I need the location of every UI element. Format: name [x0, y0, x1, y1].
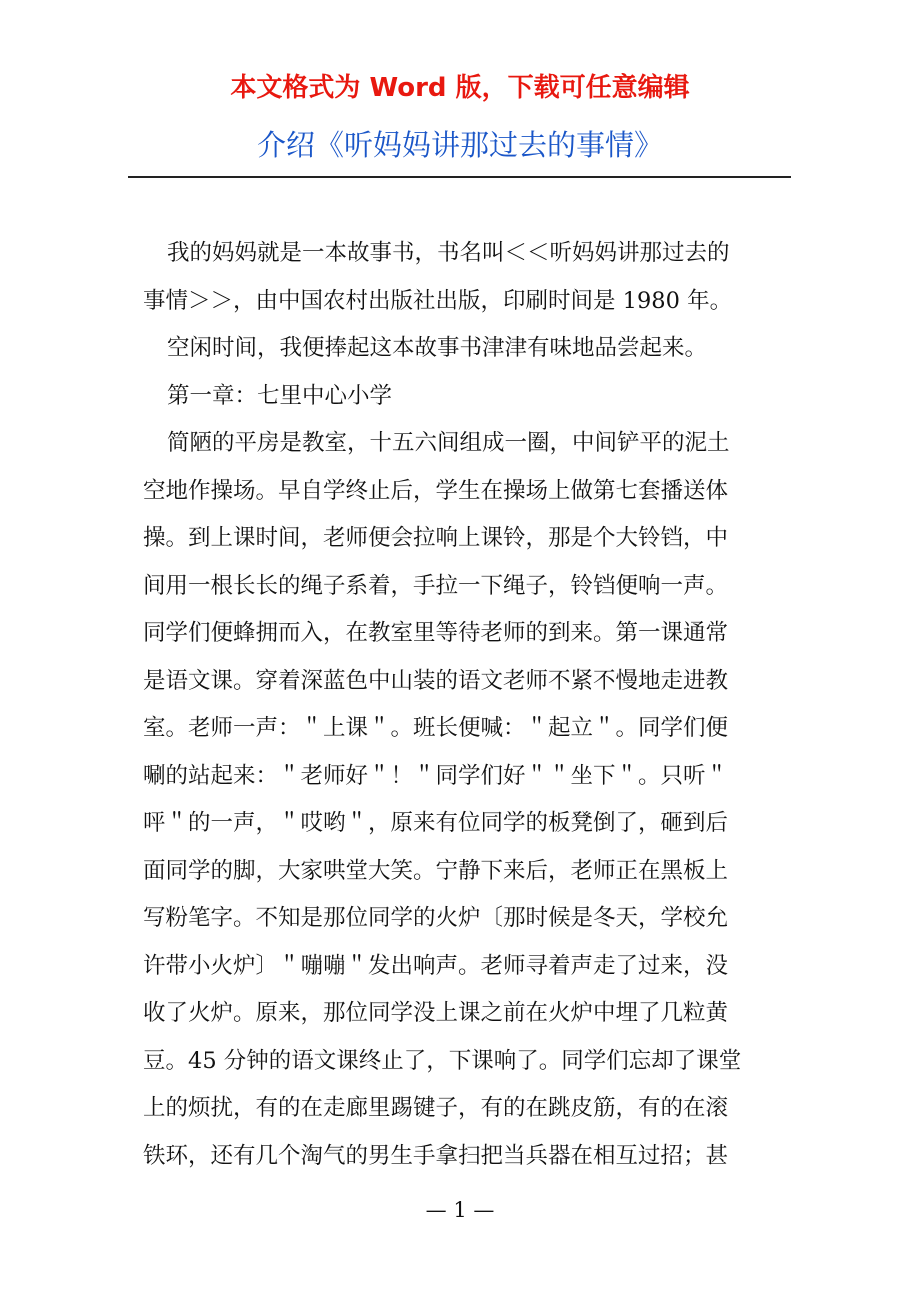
body-line: 收了火炉。原来，那位同学没上课之前在火炉中埋了几粒黄 — [143, 1000, 729, 1026]
body-line: 间用一根长长的绳子系着，手拉一下绳子，铃铛便响一声。 — [143, 572, 729, 599]
chapter-heading: 第一章：七里中心小学 — [167, 382, 393, 409]
body-line: 呯＂的一声，＂哎哟＂，原来有位同学的板凳倒了，砸到后 — [143, 810, 729, 836]
page-number: — 1 — — [425, 1198, 495, 1222]
body-line: 操。到上课时间，老师便会拉响上课铃，那是个大铃铛，中 — [143, 525, 729, 551]
body-line: 唰的站起来：＂老师好＂！＂同学们好＂＂坐下＂。只听＂ — [143, 762, 729, 789]
body-line: 是语文课。穿着深蓝色中山装的语文老师不紧不慢地走进教 — [143, 667, 729, 694]
body-line: 室。老师一声：＂上课＂。班长便喊：＂起立＂。同学们便 — [143, 715, 729, 741]
body-line: 豆。45 分钟的语文课终止了，下课响了。同学们忘却了课堂 — [143, 1047, 742, 1074]
title-divider — [128, 176, 791, 178]
body-line: 简陋的平房是教室，十五六间组成一圈，中间铲平的泥土 — [167, 430, 730, 456]
body-line: 铁环，还有几个淘气的男生手拿扫把当兵器在相互过招；甚 — [143, 1142, 729, 1169]
body-line: 写粉笔字。不知是那位同学的火炉〔那时候是冬天，学校允 — [143, 905, 729, 931]
body-line: 上的烦扰，有的在走廊里踢键子，有的在跳皮筋，有的在滚 — [143, 1095, 729, 1121]
body-line: 空地作操场。早自学终止后，学生在操场上做第七套播送体 — [143, 477, 729, 504]
body-line: 事情＞＞，由中国农村出版社出版，印刷时间是 1980 年。 — [143, 287, 733, 314]
body-line: 许带小火炉〕＂嘣嘣＂发出响声。老师寻着声走了过来，没 — [143, 952, 729, 979]
body-line: 空闲时间，我便捧起这本故事书津津有味地品尝起来。 — [167, 335, 708, 361]
document-title: 介绍《听妈妈讲那过去的事情》 — [256, 128, 663, 162]
editable-notice-banner: 本文格式为 Word 版，下载可任意编辑 — [230, 73, 690, 103]
body-line: 我的妈妈就是一本故事书，书名叫＜＜听妈妈讲那过去的 — [167, 240, 730, 266]
body-line: 面同学的脚，大家哄堂大笑。宁静下来后，老师正在黑板上 — [143, 857, 729, 884]
article-body — [143, 230, 783, 1180]
body-line: 同学们便蜂拥而入，在教室里等待老师的到来。第一课通常 — [143, 620, 729, 646]
